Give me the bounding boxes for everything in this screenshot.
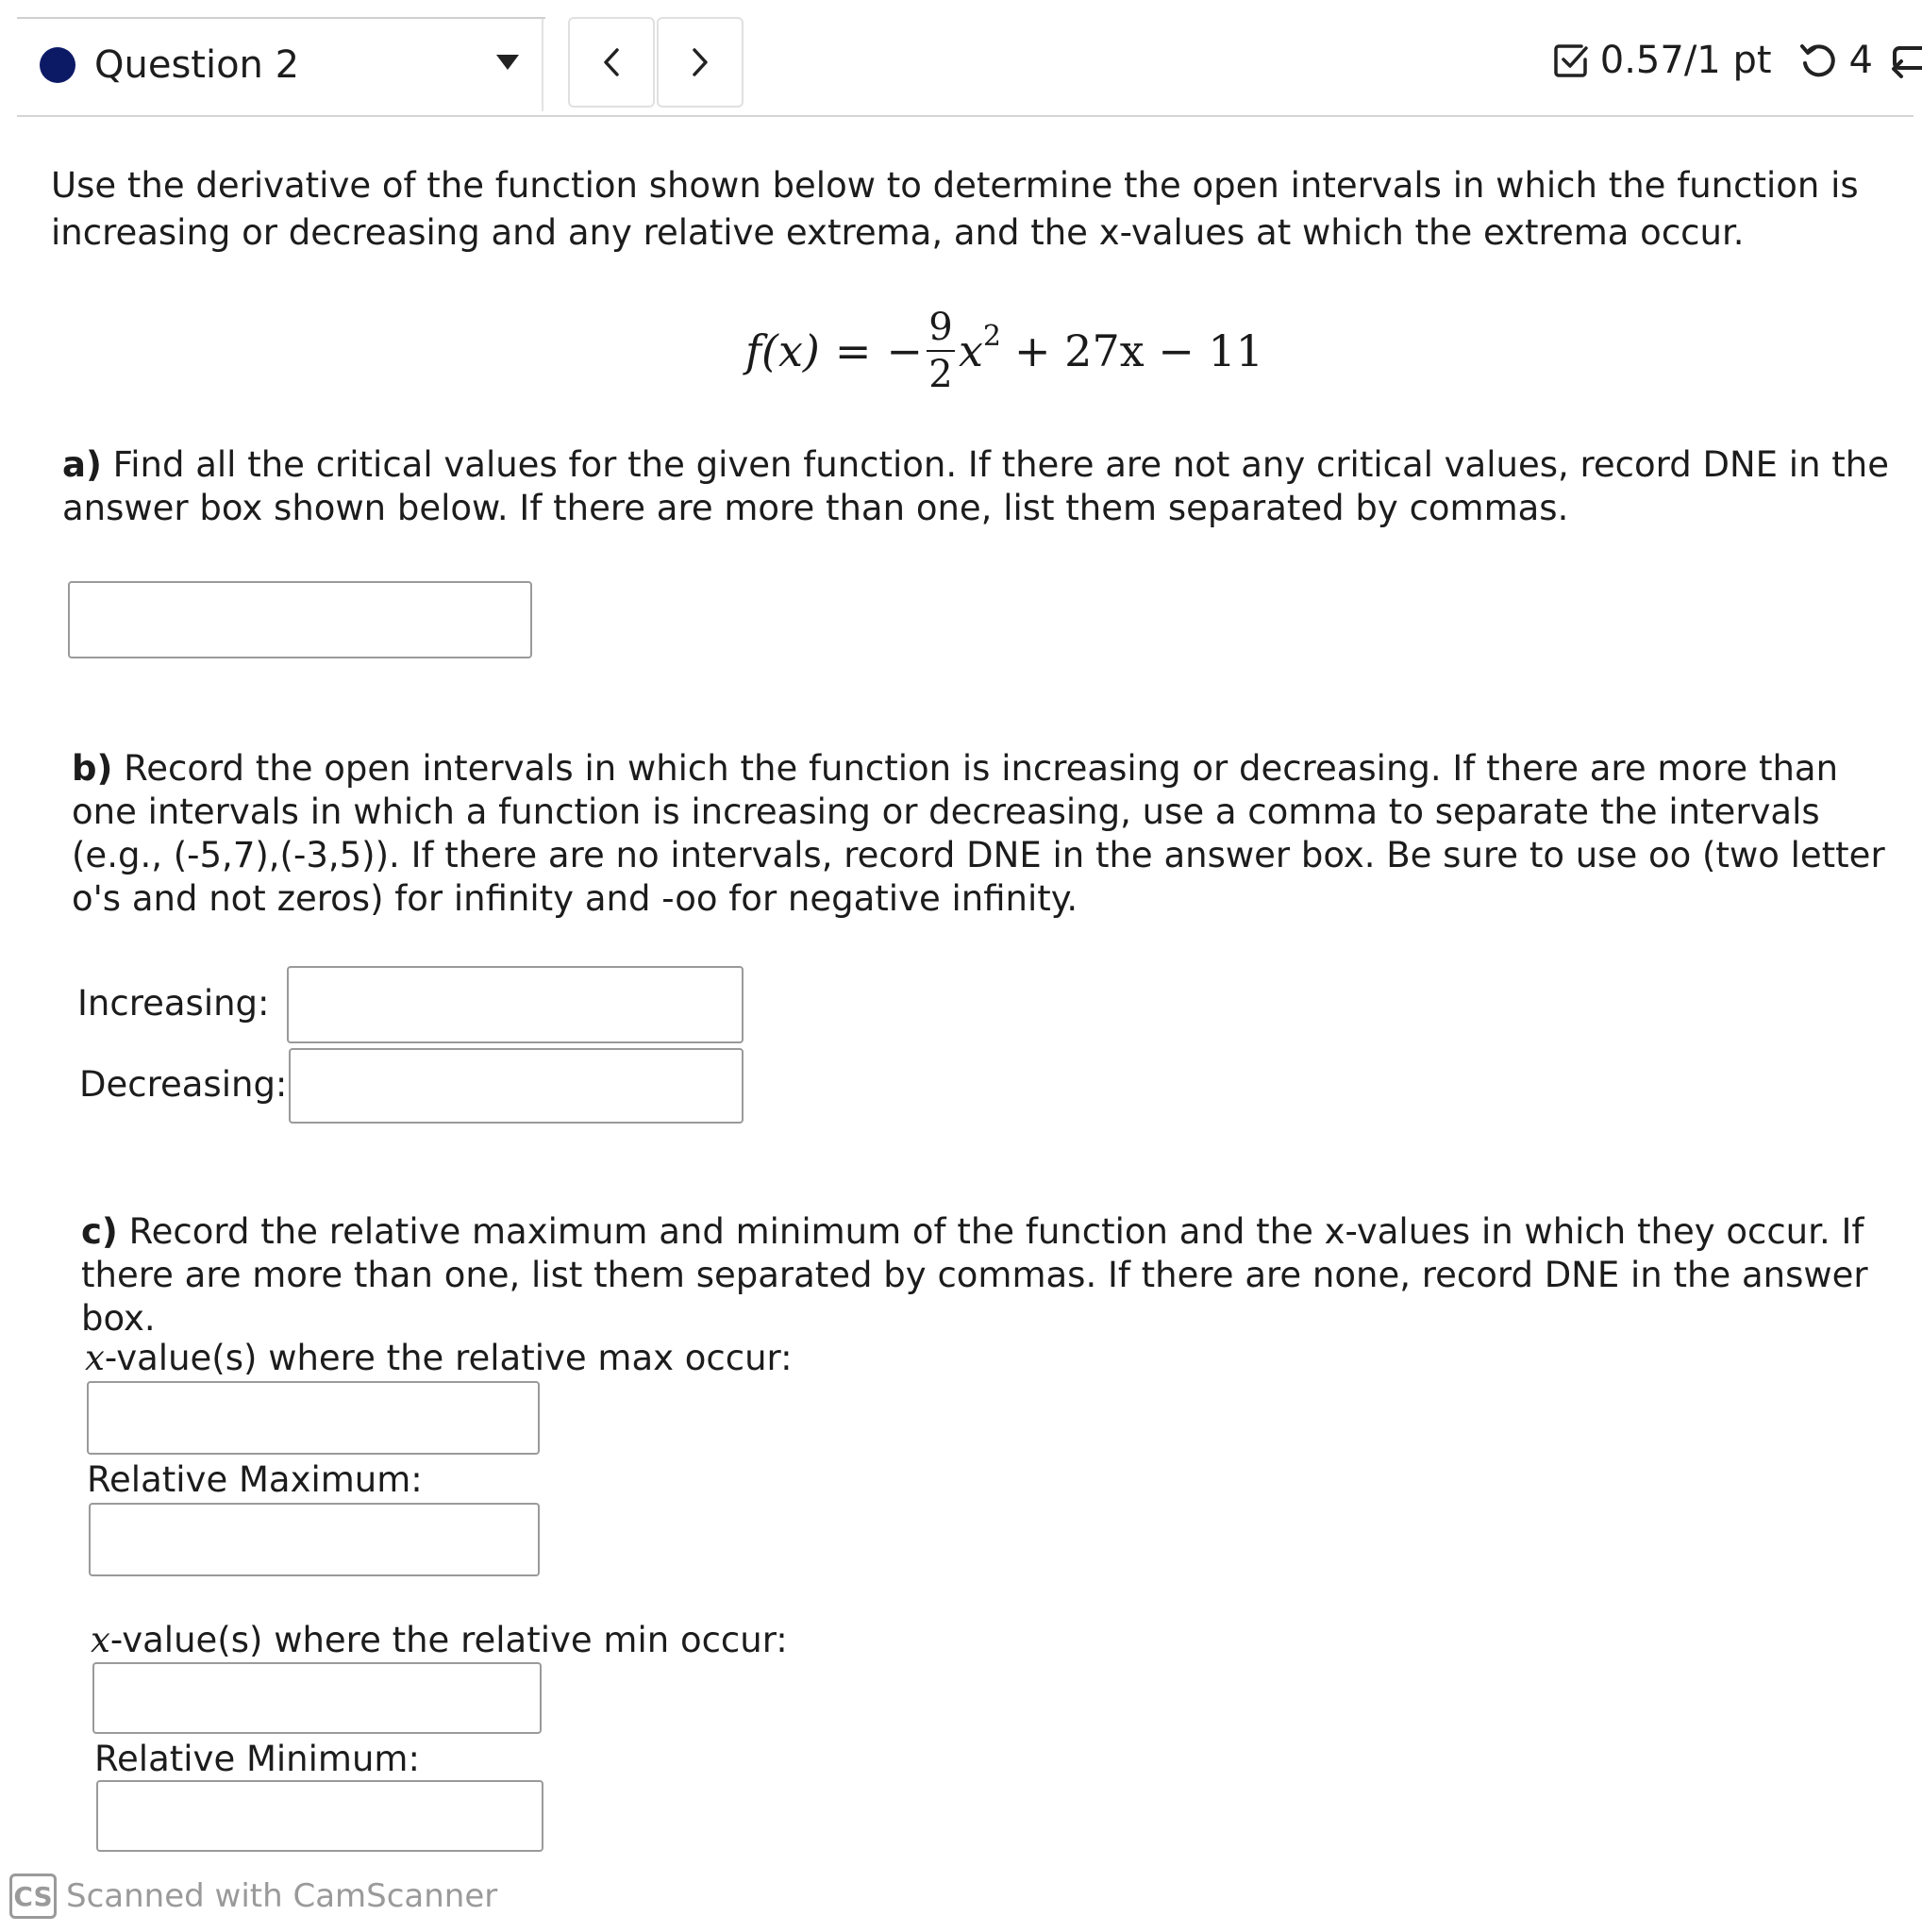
part-a-instructions — [62, 443, 1902, 530]
question-selector[interactable] — [17, 19, 543, 111]
relative-maximum-label: Relative Maximum: — [87, 1459, 423, 1500]
increasing-label: Increasing: — [77, 983, 270, 1024]
xmin-label — [91, 1620, 788, 1660]
part-b-label: b) — [72, 748, 113, 789]
formula-variable: x — [958, 325, 983, 376]
part-c-text: Record the relative maximum and minimum of the function and the x-values in which they occur. If there are more than one, list them separated by commas. If there are none, record DNE in the answer box. — [81, 1211, 1868, 1339]
fraction-numerator: 9 — [928, 306, 953, 349]
score-text: 0.57/1 pt — [1599, 39, 1772, 82]
score-area — [1551, 32, 1922, 89]
message-icon[interactable] — [1890, 41, 1922, 80]
part-c-label: c) — [81, 1211, 118, 1252]
xmax-label — [85, 1338, 793, 1378]
previous-question-button[interactable] — [568, 17, 655, 108]
camscanner-logo-icon: CS — [9, 1874, 57, 1919]
watermark-text: Scanned with CamScanner — [66, 1877, 498, 1915]
formula-rest: + 27x − 11 — [1014, 325, 1263, 376]
question-prompt: Use the derivative of the function shown below to determine the open intervals in which the function is increasing or decreasing and any relative extrema, and the x-values at which the extrema occur. — [51, 165, 1859, 253]
critical-values-input[interactable] — [68, 581, 532, 658]
increasing-input[interactable] — [287, 966, 744, 1043]
formula-fraction — [927, 307, 955, 395]
relative-minimum-label: Relative Minimum: — [94, 1739, 420, 1779]
chevron-left-icon — [598, 46, 625, 78]
formula-equals: = — [834, 325, 872, 376]
relative-minimum-input[interactable] — [96, 1780, 543, 1852]
camscanner-watermark — [9, 1874, 497, 1919]
part-c-instructions — [81, 1210, 1912, 1341]
part-a-text: Find all the critical values for the given function. If there are not any critical values, record DNE in the answer box shown below. If there are more than one, list them separated by commas. — [62, 444, 1889, 528]
xmin-input[interactable] — [92, 1662, 542, 1734]
question-label: Question 2 — [94, 43, 300, 87]
decreasing-input[interactable] — [289, 1048, 744, 1124]
xmax-input[interactable] — [87, 1381, 540, 1455]
formula-exponent: 2 — [982, 319, 1002, 353]
fraction-denominator: 2 — [928, 353, 953, 396]
xmin-variable: x — [91, 1620, 110, 1660]
next-question-button[interactable] — [657, 17, 744, 108]
xmax-variable: x — [85, 1338, 105, 1378]
formula-lhs: f(x) — [745, 325, 820, 376]
fraction-bar — [927, 350, 955, 352]
question-status-dot — [40, 47, 75, 83]
part-b-text: Record the open intervals in which the function is increasing or decreasing. If there are more than one intervals in which a function is increasing or decreasing, use a comma to separate the intervals (e.g., (-5,7),(-3,5)). If there are no intervals, record DNE in the answer box. Be sure to use oo (two letter o's and not zeros) for infinity and -oo for negative infinity. — [72, 748, 1885, 919]
retry-icon[interactable] — [1798, 41, 1838, 80]
relative-maximum-input[interactable] — [89, 1503, 540, 1576]
chevron-right-icon — [687, 46, 713, 78]
part-b-instructions — [72, 747, 1912, 921]
function-formula — [745, 294, 1263, 408]
formula-minus: − — [886, 325, 923, 376]
checkbox-check-icon — [1551, 41, 1591, 80]
topbar-bottom-border — [17, 115, 1914, 117]
decreasing-label: Decreasing: — [79, 1064, 288, 1105]
caret-down-icon[interactable] — [496, 55, 519, 70]
retry-count: 4 — [1848, 39, 1873, 82]
xmin-label-text: -value(s) where the relative min occur: — [109, 1620, 788, 1660]
part-a-label: a) — [62, 444, 102, 485]
xmax-label-text: -value(s) where the relative max occur: — [104, 1338, 793, 1378]
